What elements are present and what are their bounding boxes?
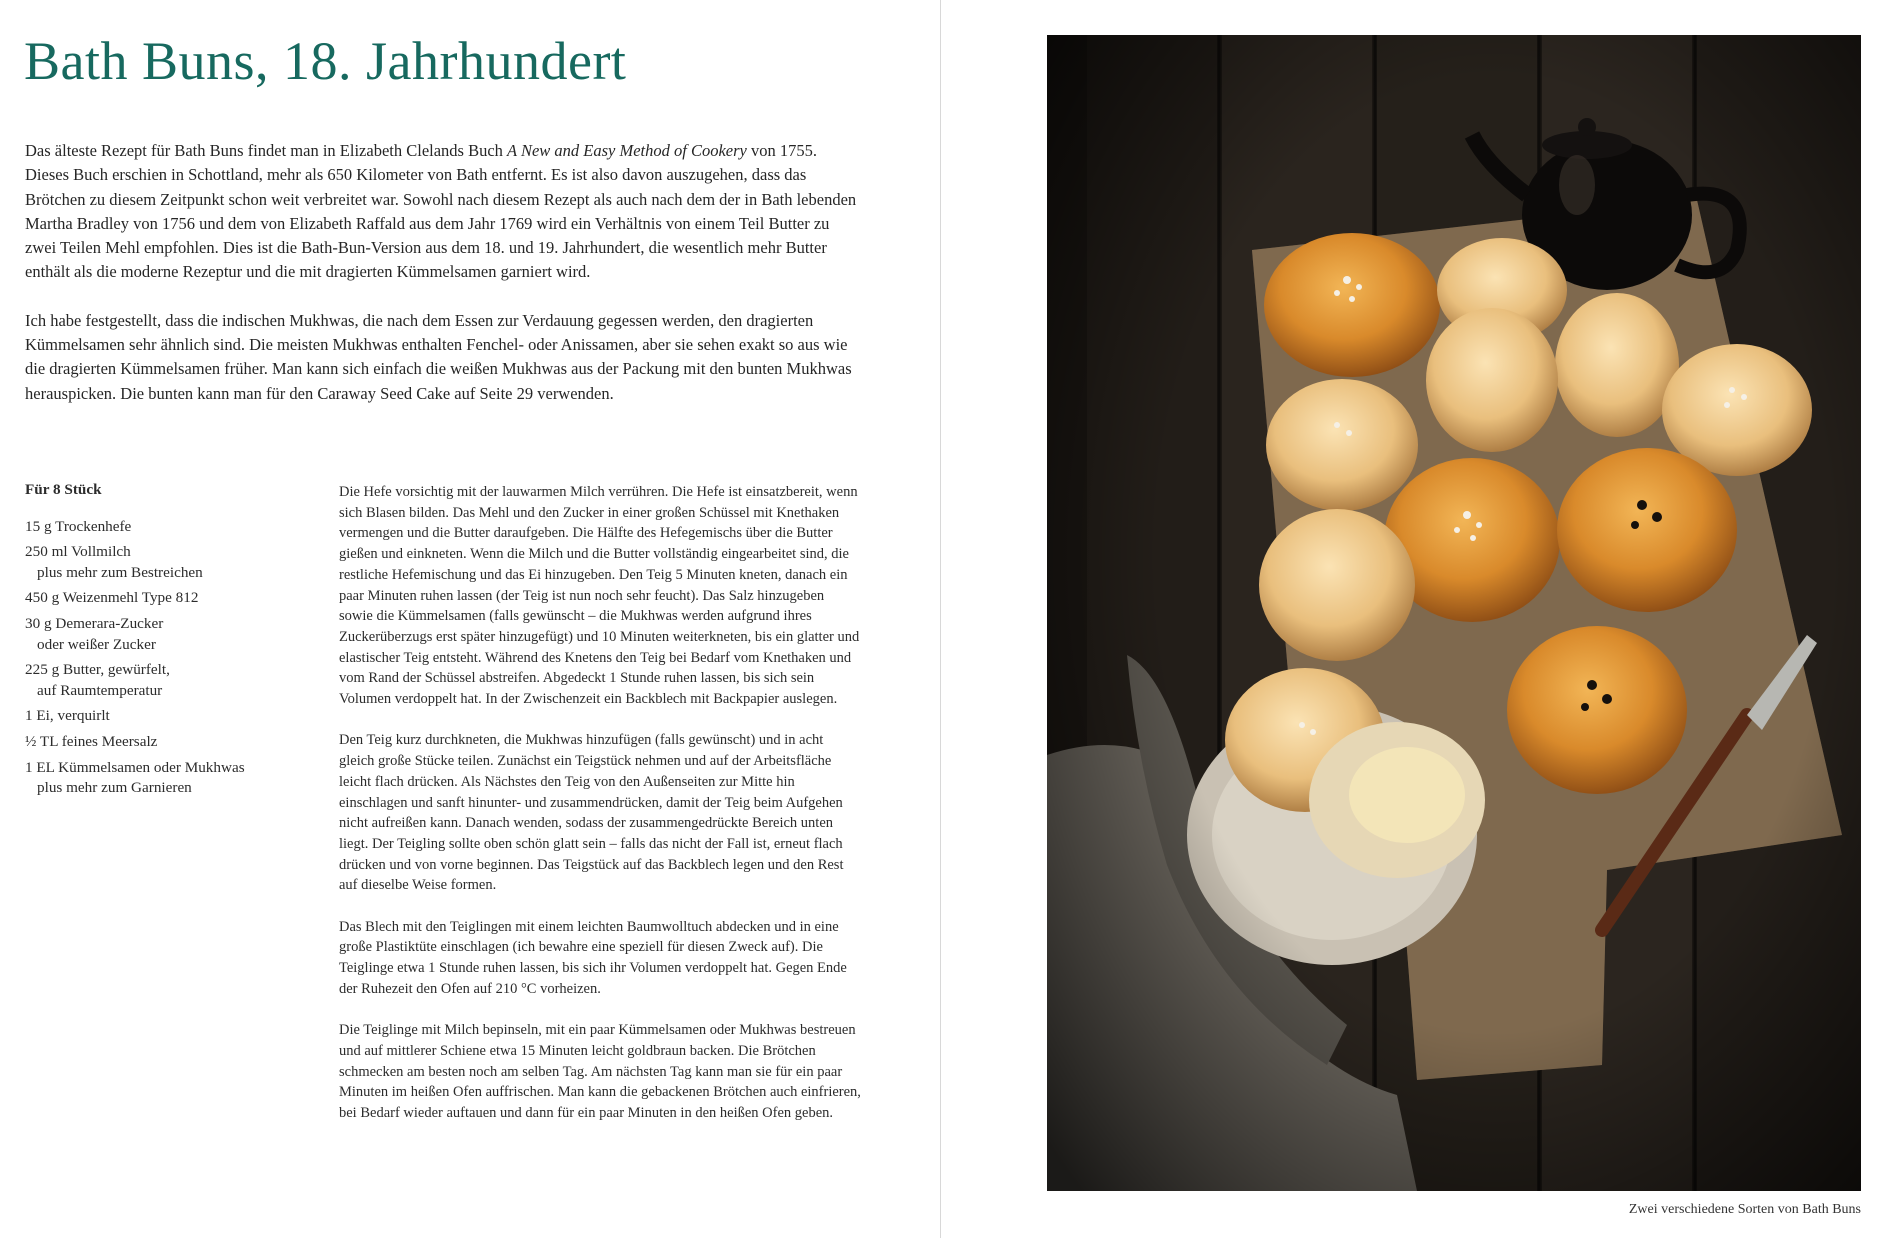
yield-label: Für 8 Stück [25, 481, 102, 498]
ingredient-item [25, 660, 315, 701]
ingredient-main: ½ TL feines Meersalz [25, 732, 158, 750]
ingredient-sub: oder weißer Zucker [37, 635, 156, 653]
ingredient-main: 225 g Butter, gewürfelt, [25, 661, 170, 679]
method-step: Die Teiglinge mit Milch bepinseln, mit ein paar Kümmelsamen oder Mukhwas bestreuen und auf mittlerer Schiene etwa 15 Minuten leicht goldbraun backen. Die Brötchen schmecken am besten noch am selben Tag. Am nächsten Tag kann man sie für ein paar Minuten im heißen Ofen auffrischen. Man kann die gebackenen Brötchen auch einfrieren, bei Bedarf wieder auftauen und dann für ein paar Minuten in den heißen Ofen geben. [339, 1022, 861, 1122]
photo-caption: Zwei verschiedene Sorten von Bath Buns [1628, 1202, 1861, 1217]
ingredient-items [25, 517, 315, 799]
ingredient-item [25, 706, 315, 727]
ingredient-item [25, 758, 315, 799]
ingredient-main: 250 ml Vollmilch [25, 543, 131, 561]
ingredient-item [25, 542, 315, 583]
ingredient-main: 30 g Demerara-Zucker [25, 614, 164, 632]
ingredient-item [25, 588, 315, 609]
intro-paragraph-1 [25, 139, 860, 285]
ingredient-sub: plus mehr zum Garnieren [37, 779, 192, 797]
ingredient-sub: auf Raumtemperatur [37, 681, 163, 699]
intro-text [25, 139, 860, 430]
ingredient-main: 1 EL Kümmelsamen oder Mukhwas [25, 758, 245, 776]
ingredient-item [25, 732, 315, 753]
ingredients-list [25, 480, 315, 804]
intro-paragraph-2: Ich habe festgestellt, dass die indischen Mukhwas, die nach dem Essen zur Verdauung gegessen werden, den dragierten Kümmelsamen sehr ähnlich sind. Die meisten Mukhwas enthalten Fenchel- oder Anissamen, aber sie sehen exakt so aus wie die dragierten Kümmelsamen früher. Man kann sich einfach die weißen Mukhwas aus der Packung mit den bunten Mukhwas herauspicken. Die bunten kann man für den Caraway Seed Cake auf Seite 29 verwenden. [25, 310, 852, 403]
intro-p1-before: Das älteste Rezept für Bath Buns findet man in Elizabeth Clelands Buch [25, 141, 508, 160]
method-steps [339, 482, 861, 1144]
ingredient-main: 15 g Trockenhefe [25, 517, 132, 535]
ingredient-item [25, 517, 315, 538]
ingredient-main: 1 Ei, verquirlt [25, 707, 110, 725]
bath-buns-photo [1047, 35, 1861, 1191]
ingredient-item [25, 614, 315, 655]
recipe-title: Bath Buns, 18. Jahrhundert [24, 31, 627, 91]
right-page [941, 0, 1880, 1238]
book-title: A New and Easy Method of Cookery [507, 141, 747, 160]
method-step: Die Hefe vorsichtig mit der lauwarmen Milch verrühren. Die Hefe ist einsatzbereit, wenn sich Blasen bilden. Das Mehl und den Zucker in einer großen Schüssel mit Knethaken vermengen und die Butter daraufgeben. Die Hälfte des Hefegemischs über die Butter gießen und einkneten. Wenn die Milch und die Butter vollständig eingearbeitet sind, die restliche Hefemischung und das Ei hinzugeben. Den Teig 5 Minuten kneten, danach ein paar Minuten ruhen lassen (der Teig ist nun noch sehr feucht). Das Salz hinzugeben sowie die Kümmelsamen (falls gewünscht – die Mukhwas werden aufgrund ihres Zuckerüberzugs erst später hinzugefügt) und 10 Minuten weiterkneten, bis ein glatter und elastischer Teig entsteht. Während des Knetens den Teig bei Bedarf vom Knethaken und vom Rand der Schüssel abstreifen. Abgedeckt 1 Stunde ruhen lassen, bis sich sein Volumen verdoppelt hat. In der Zwischenzeit ein Backblech mit Backpapier auslegen. [339, 484, 860, 708]
intro-p1-after: von 1755. Dieses Buch erschien in Schottland, mehr als 650 Kilometer von Bath entfernt. Es ist also davon auszugehen, dass das Brötchen zu diesem Zeitpunkt schon weit verbreitet war. Sowohl nach diesem Rezept als auch nach dem der in Bath lebenden Martha Bradley von 1756 und dem von Elizabeth Raffald aus dem Jahr 1769 wird ein Verhältnis von einem Teil Butter zu zwei Teilen Mehl empfohlen. Dies ist die Bath-Bun-Version aus dem 18. und 19. Jahrhundert, die wesentlich mehr Butter enthält als die moderne Rezeptur und die mit dragierten Kümmelsamen garniert wird. [25, 141, 857, 282]
method-step: Den Teig kurz durchkneten, die Mukhwas hinzufügen (falls gewünscht) und in acht gleich große Stücke teilen. Zunächst ein Teigstück nehmen und auf der Arbeitsfläche leicht flach drücken. Als Nächstes den Teig von den Außenseiten zur Mitte hin einschlagen und sanft hinunter- und zusammendrücken, damit der Teig beim Aufgehen nicht aufreißen kann. Danach wenden, sodass der zusammengedrückte Bereich unten liegt. Der Teigling sollte oben schön glatt sein – falls das nicht der Fall ist, erneut flach drücken und von vorne beginnen. Das Teigstück auf das Backblech legen und den Rest auf dieselbe Weise formen. [339, 732, 844, 894]
ingredient-sub: plus mehr zum Bestreichen [37, 563, 203, 581]
ingredient-main: 450 g Weizenmehl Type 812 [25, 589, 199, 607]
photo-illustration [1047, 35, 1861, 1191]
method-step: Das Blech mit den Teiglingen mit einem leichten Baumwolltuch abdecken und in eine große Plastiktüte einschlagen (ich bewahre eine speziell für diesen Zweck auf). Die Teiglinge etwa 1 Stunde ruhen lassen, bis sich ihr Volumen verdoppelt hat. Gegen Ende der Ruhezeit den Ofen auf 210 °C vorheizen. [339, 918, 847, 997]
